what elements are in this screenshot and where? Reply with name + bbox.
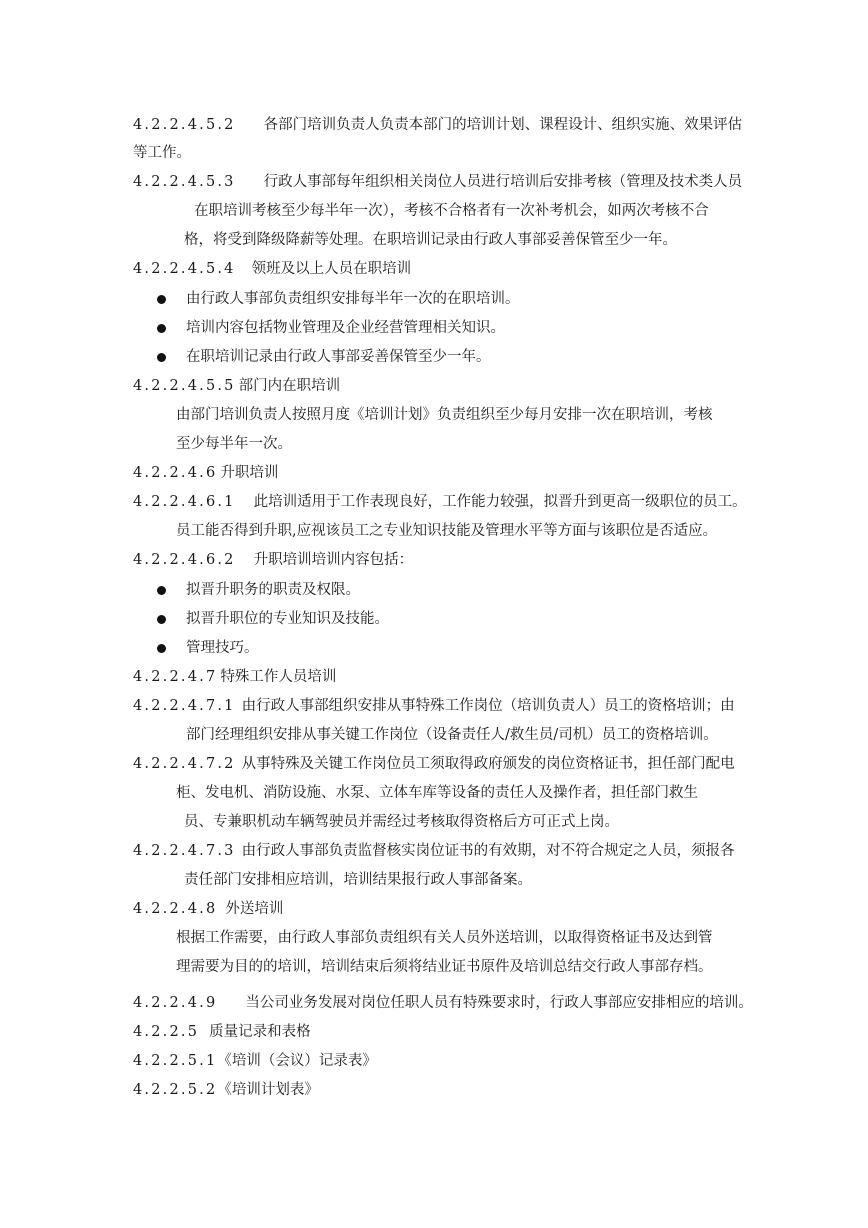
- clause-text: 升职培训培训内容包括：: [253, 552, 414, 568]
- clause-text-continuation: 在职培训考核至少每半年一次），考核不合格者有一次补考机会，如两次考核不合: [194, 203, 709, 219]
- clause-text-continuation: 等工作。: [133, 145, 191, 161]
- clause-number: 4.2.2.5: [133, 1024, 200, 1040]
- clause-4-2-2-4-5-3: [133, 172, 742, 192]
- clause-text: 当公司业务发展对岗位任职人员有特殊要求时，行政人事部应安排相应的培训。: [245, 995, 753, 1011]
- clause-text: 领班及以上人员在职培训: [251, 261, 412, 277]
- bullet-item: 拟晋升职位的专业知识及技能。: [186, 611, 389, 627]
- clause-text-continuation: 部门经理组织安排从事关键工作岗位（设备责任人/救生员/司机）员工的资格培训。: [186, 727, 718, 743]
- clause-number: 4.2.2.4.6.1: [133, 494, 236, 510]
- clause-number: 4.2.2.4.7.3: [133, 843, 236, 859]
- bullet-icon: [157, 295, 166, 304]
- clause-number: 4.2.2.4.9: [133, 995, 218, 1011]
- clause-text: 升职培训: [220, 465, 279, 481]
- bullet-icon: [157, 586, 166, 595]
- clause-4-2-2-4-6-1: [133, 492, 747, 512]
- clause-4-2-2-4-5-2: [133, 115, 742, 135]
- clause-text: 部门内在职培训: [238, 378, 341, 394]
- clause-4-2-2-4-7: [133, 667, 336, 687]
- clause-4-2-2-5-1: [133, 1051, 377, 1071]
- clause-4-2-2-4-7-2: [133, 754, 735, 774]
- clause-4-2-2-4-9: [133, 993, 753, 1013]
- clause-text-continuation: 柜、发电机、消防设施、水泵、立体车库等设备的责任人及操作者，担任部门救生: [176, 785, 698, 801]
- clause-4-2-2-5-2: [133, 1080, 319, 1100]
- clause-text: 从事特殊及关键工作岗位员工须取得政府颁发的岗位资格证书，担任部门配电: [241, 756, 735, 772]
- clause-4-2-2-4-6-2: [133, 550, 413, 570]
- clause-text: 行政人事部每年组织相关岗位人员进行培训后安排考核（管理及技术类人员: [263, 174, 743, 190]
- clause-number: 4.2.2.4.7: [133, 669, 218, 685]
- bullet-item: 由行政人事部负责组织安排每半年一次的在职培训。: [186, 291, 520, 307]
- clause-4-2-2-4-5-5: [133, 376, 340, 396]
- clause-number: 4.2.2.4.5.3: [133, 174, 236, 190]
- clause-text: 此培训适用于工作表现良好，工作能力较强，拟晋升到更高一级职位的员工。: [253, 494, 747, 510]
- bullet-icon: [157, 644, 166, 653]
- clause-text-continuation: 格，将受到降级降薪等处理。在职培训记录由行政人事部妥善保管至少一年。: [184, 232, 677, 248]
- clause-4-2-2-4-6: [133, 463, 278, 483]
- clause-number: 4.2.2.4.7.2: [133, 756, 236, 772]
- clause-text-continuation: 责任部门安排相应培训，培训结果报行政人事部备案。: [184, 872, 532, 888]
- clause-text: 各部门培训负责人负责本部门的培训计划、课程设计、组织实施、效果评估: [263, 117, 743, 133]
- clause-4-2-2-4-7-3: [133, 841, 735, 861]
- bullet-item: 拟晋升职务的职责及权限。: [186, 582, 360, 598]
- clause-4-2-2-5: [133, 1022, 311, 1042]
- bullet-item: 培训内容包括物业管理及企业经营管理相关知识。: [186, 320, 505, 336]
- clause-text-continuation: 理需要为目的的培训，培训结束后须将结业证书原件及培训总结交行政人事部存档。: [176, 959, 713, 975]
- clause-number: 4.2.2.4.5.2: [133, 117, 236, 133]
- clause-4-2-2-4-7-1: [133, 696, 735, 716]
- clause-4-2-2-4-5-4: [133, 259, 411, 279]
- clause-number: 4.2.2.4.6: [133, 465, 218, 481]
- clause-number: 4.2.2.4.5.5: [133, 378, 236, 394]
- clause-number: 4.2.2.4.5.4: [133, 261, 236, 277]
- clause-text: 由行政人事部负责监督核实岗位证书的有效期，对不符合规定之人员，须报各: [241, 843, 735, 859]
- clause-number: 4.2.2.4.7.1: [133, 698, 236, 714]
- clause-number: 4.2.2.4.8: [133, 901, 218, 917]
- clause-text: 特殊工作人员培训: [220, 669, 337, 685]
- clause-text: 质量记录和表格: [209, 1024, 311, 1040]
- clause-text: 《培训计划表》: [217, 1082, 319, 1098]
- clause-text: 由行政人事部组织安排从事特殊工作岗位（培训负责人）员工的资格培训；由: [241, 698, 735, 714]
- clause-4-2-2-4-8: [133, 899, 283, 919]
- bullet-icon: [157, 353, 166, 362]
- clause-text: 外送培训: [225, 901, 284, 917]
- clause-text-continuation: 至少每半年一次。: [176, 436, 292, 452]
- bullet-item: 管理技巧。: [186, 640, 259, 656]
- clause-number: 4.2.2.5.2: [133, 1082, 218, 1098]
- bullet-icon: [157, 324, 166, 333]
- clause-number: 4.2.2.5.1: [133, 1053, 218, 1069]
- clause-text-continuation: 员工能否得到升职,应视该员工之专业知识技能及管理水平等方面与该职位是否适应。: [176, 523, 718, 539]
- clause-text-continuation: 员、专兼职机动车辆驾驶员并需经过考核取得资格后方可正式上岗。: [184, 814, 619, 830]
- bullet-item: 在职培训记录由行政人事部妥善保管至少一年。: [186, 349, 491, 365]
- clause-text-continuation: 由部门培训负责人按照月度《培训计划》负责组织至少每月安排一次在职培训，考核: [176, 407, 713, 423]
- clause-number: 4.2.2.4.6.2: [133, 552, 236, 568]
- clause-text: 《培训（会议）记录表》: [217, 1053, 377, 1069]
- clause-text-continuation: 根据工作需要，由行政人事部负责组织有关人员外送培训，以取得资格证书及达到管: [176, 930, 713, 946]
- bullet-icon: [157, 615, 166, 624]
